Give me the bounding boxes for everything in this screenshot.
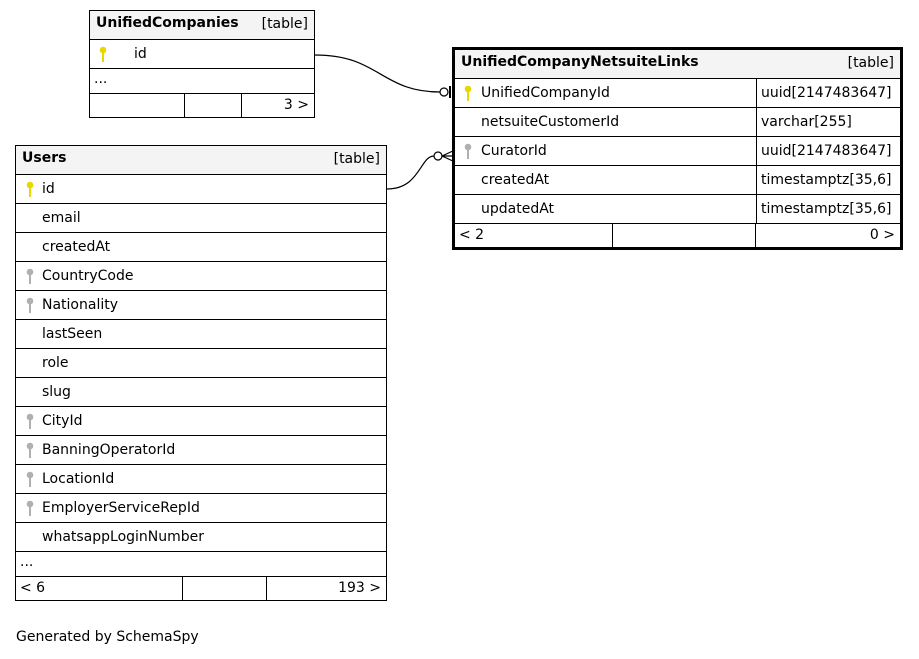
column-type: uuid[2147483647] <box>756 79 892 107</box>
column-name: lastSeen <box>42 326 103 342</box>
optional-marker <box>440 88 448 96</box>
optional-marker <box>434 152 442 160</box>
relationship-unifiedcompanies-links <box>315 55 441 92</box>
table-name: UnifiedCompanies <box>96 15 239 31</box>
child-count[interactable]: 193 > <box>338 580 381 596</box>
column-name: id <box>134 46 147 62</box>
relationship-users-links <box>387 156 434 189</box>
column-name: CityId <box>42 413 83 429</box>
column-name: email <box>42 210 81 226</box>
column-type: varchar[255] <box>756 108 852 136</box>
column-name: Nationality <box>42 297 119 313</box>
column-type: timestamptz[35,6] <box>756 195 891 223</box>
column-name: role <box>42 355 69 371</box>
table-kind: [table] <box>261 16 308 32</box>
child-count[interactable]: 3 > <box>283 97 309 113</box>
more-columns: ... <box>16 552 386 577</box>
table-name: UnifiedCompanyNetsuiteLinks <box>461 54 699 70</box>
column-name: updatedAt <box>481 201 555 217</box>
column-name: netsuiteCustomerId <box>481 114 620 130</box>
column-name: EmployerServiceRepId <box>42 500 200 516</box>
column-name: LocationId <box>42 471 115 487</box>
column-name: BanningOperatorId <box>42 442 176 458</box>
column-type: timestamptz[35,6] <box>756 166 891 194</box>
more-columns: ... <box>90 69 314 94</box>
parent-count[interactable]: < 6 <box>20 580 46 596</box>
column-name: createdAt <box>481 172 550 188</box>
column-name: UnifiedCompanyId <box>481 85 610 101</box>
column-name: CuratorId <box>481 143 547 159</box>
parent-count[interactable]: < 2 <box>459 227 485 243</box>
column-name: id <box>42 181 55 197</box>
column-name: slug <box>42 384 71 400</box>
generated-by-text: Generated by SchemaSpy <box>16 629 199 645</box>
column-name: whatsappLoginNumber <box>42 529 205 545</box>
table-kind: [table] <box>333 151 380 167</box>
column-name: createdAt <box>42 239 111 255</box>
column-name: CountryCode <box>42 268 134 284</box>
column-type: uuid[2147483647] <box>756 137 892 165</box>
table-name: Users <box>22 150 67 166</box>
child-count: 0 > <box>869 227 895 243</box>
table-kind: [table] <box>847 55 894 71</box>
many-marker <box>442 150 455 162</box>
